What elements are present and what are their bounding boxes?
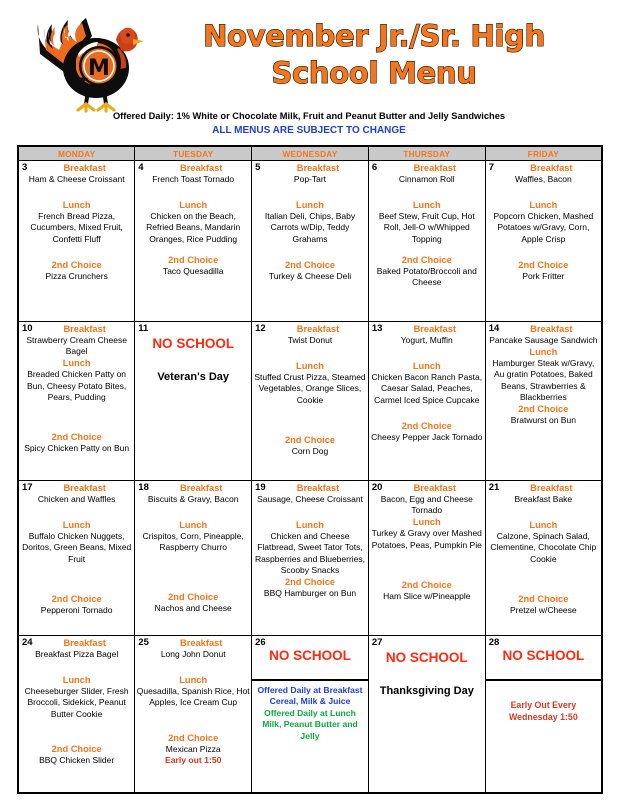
second-choice-label: 2nd Choice (401, 579, 452, 590)
second-choice-items: Pizza Crunchers (45, 270, 108, 281)
calendar-week-row (18, 481, 602, 636)
second-choice-items: BBQ Hamburger on Bun (263, 588, 357, 599)
day-number: 21 (488, 482, 500, 493)
day-cell-6[interactable] (368, 161, 485, 322)
page-title (148, 18, 600, 92)
day-number: 6 (371, 162, 378, 173)
breakfast-items: Breakfast Pizza Bagel (35, 649, 119, 659)
lunch-items: Beef Stew, Fruit Cup, Hot Roll, Jell-O w/Whipped Topping (378, 211, 475, 244)
breakfast-label: Breakfast (413, 163, 456, 173)
lunch-label: Lunch (179, 520, 208, 531)
day-cell-7[interactable] (485, 161, 602, 322)
breakfast-label: Breakfast (413, 483, 456, 493)
second-choice-label: 2nd Choice (401, 420, 452, 431)
day-number: 11 (138, 323, 149, 334)
day-number: 17 (22, 482, 33, 493)
second-choice-label: 2nd Choice (168, 591, 219, 602)
calendar-week-row (18, 161, 602, 322)
second-choice-items: Turkey & Cheese Deli (268, 270, 352, 281)
day-number: 25 (138, 637, 149, 648)
lunch-label: Lunch (296, 520, 324, 531)
lunch-label: Lunch (179, 200, 208, 211)
breakfast-items: Long John Donut (160, 649, 226, 659)
breakfast-label: Breakfast (180, 638, 223, 648)
title-line-2: School Menu (271, 56, 477, 90)
second-choice-label: 2nd Choice (51, 259, 102, 270)
day-number: 27 (371, 637, 383, 648)
no-school-label: NO SCHOOL (269, 648, 351, 663)
day-number: 10 (22, 323, 33, 334)
lunch-items: Quesadilla, Spanish Rice, Hot Apples, Ice Cream Cup (136, 686, 250, 708)
lunch-label: Lunch (412, 517, 441, 528)
day-header-wednesday: WEDNESDAY (252, 146, 369, 161)
lunch-label: Lunch (412, 200, 441, 211)
early-out-line-2: Wednesday 1:50 (508, 712, 578, 722)
day-cell-20[interactable] (368, 481, 485, 636)
early-out-line-1: Early Out Every (510, 700, 577, 710)
lunch-items: French Bread Pizza, Cucumbers, Mixed Fruit, Confetti Fluff (30, 211, 123, 244)
menu-calendar (17, 145, 601, 794)
day-number: 20 (371, 482, 383, 493)
early-out-note: Early out 1:50 (165, 754, 222, 765)
holiday-label: Veteran's Day (157, 371, 230, 383)
calendar-header-row (18, 146, 602, 161)
second-choice-items: BBQ Chicken Slider (39, 754, 115, 765)
lunch-items: Cheeseburger Slider, Fresh Broccoli, Sidekick, Peanut Butter Cookie (24, 686, 129, 719)
breakfast-label: Breakfast (63, 638, 106, 648)
day-number: 12 (255, 323, 266, 334)
calendar-table (17, 145, 603, 794)
second-choice-label: 2nd Choice (284, 434, 336, 445)
day-number: 19 (255, 482, 266, 493)
breakfast-items: Pop-Tart (293, 174, 327, 184)
day-cell-14[interactable] (485, 322, 602, 481)
second-choice-items: Bratwurst on Bun (510, 415, 576, 426)
lunch-label: Lunch (296, 200, 324, 211)
day-cell-10[interactable] (18, 322, 135, 481)
offered-breakfast-line-2: Cereal, Milk & Juice (269, 696, 351, 707)
day-cell-21[interactable] (485, 481, 602, 636)
breakfast-label: Breakfast (530, 163, 573, 173)
lunch-label: Lunch (296, 361, 324, 372)
lunch-items: Chicken Bacon Ranch Pasta, Caesar Salad, Peaches, Carmel Iced Spice Cupcake (371, 372, 483, 405)
day-number: 7 (488, 162, 494, 173)
day-cell-12[interactable] (252, 322, 369, 481)
offered-daily-subtitle: Offered Daily: 1% White or Chocolate Milk, Fruit and Peanut Butter and Jelly Sandwiches (112, 111, 506, 121)
second-choice-label: 2nd Choice (518, 593, 569, 604)
turkey-logo-svg (34, 6, 146, 116)
day-header-thursday: THURSDAY (368, 146, 485, 161)
second-choice-label: 2nd Choice (51, 743, 102, 754)
lunch-label: Lunch (62, 358, 91, 369)
day-cell-25[interactable] (135, 636, 252, 794)
lunch-label: Lunch (62, 675, 91, 686)
subject-to-change-notice: ALL MENUS ARE SUBJECT TO CHANGE (212, 125, 406, 136)
day-cell-27[interactable] (368, 636, 485, 794)
breakfast-items: Sausage, Cheese Croissant (257, 494, 363, 504)
day-number: 18 (138, 482, 149, 493)
lunch-items: Turkey & Gravy over Mashed Potatoes, Peas, Pumpkin Pie (371, 528, 482, 550)
day-cell-4[interactable] (135, 161, 252, 322)
second-choice-label: 2nd Choice (51, 593, 102, 604)
second-choice-items: Pork Fritter (522, 270, 565, 281)
day-number: 14 (488, 323, 500, 334)
breakfast-items: Ham & Cheese Croissant (28, 174, 125, 184)
day-cell-19[interactable] (252, 481, 369, 636)
second-choice-label: 2nd Choice (168, 732, 219, 743)
turkey-mascot-logo (34, 6, 146, 116)
second-choice-items: Nachos and Cheese (154, 602, 232, 613)
breakfast-items: Chicken and Waffles (37, 494, 116, 504)
breakfast-label: Breakfast (180, 163, 223, 173)
day-cell-24[interactable] (18, 636, 135, 794)
breakfast-items: Pancake Sausage Sandwich (489, 335, 598, 345)
second-choice-label: 2nd Choice (518, 259, 569, 270)
second-choice-items: Cheesy Pepper Jack Tornado (371, 431, 483, 442)
offered-breakfast-line-1: Offered Daily at Breakfast (257, 685, 363, 695)
day-cell-17[interactable] (18, 481, 135, 636)
offered-daily-box (252, 681, 368, 742)
calendar-week-row (18, 636, 602, 794)
lunch-items: Crispitos, Corn, Pineapple, Raspberry Churro (142, 531, 244, 553)
lunch-items: Calzone, Spinach Salad, Clementine, Chocolate Chip Cookie (490, 531, 597, 564)
breakfast-items: Cinnamon Roll (398, 174, 455, 184)
lunch-items: Breaded Chicken Patty on Bun, Cheesy Potato Bites, Pears, Pudding (27, 369, 127, 402)
logo-letter-m: M (88, 56, 110, 81)
second-choice-items: Pretzel w/Cheese (510, 604, 577, 615)
lunch-label: Lunch (62, 520, 91, 531)
lunch-label: Lunch (529, 520, 558, 531)
day-number: 3 (22, 162, 28, 173)
day-number: 4 (138, 162, 144, 173)
day-number: 28 (488, 637, 500, 648)
day-cell-3[interactable] (18, 161, 135, 322)
lunch-label: Lunch (412, 361, 441, 372)
day-number: 13 (371, 323, 383, 334)
no-school-label: NO SCHOOL (502, 648, 585, 663)
breakfast-label: Breakfast (530, 483, 573, 493)
no-school-label: NO SCHOOL (152, 336, 235, 351)
day-number: 5 (255, 162, 261, 173)
day-cell-28[interactable] (485, 636, 602, 794)
offered-lunch-line-1: Offered Daily at Lunch (264, 707, 356, 718)
second-choice-label: 2nd Choice (284, 577, 336, 588)
breakfast-items: Bacon, Egg and Cheese Tornado (380, 494, 473, 516)
lunch-items: Buffalo Chicken Nuggets, Doritos, Green Beans, Mixed Fruit (22, 531, 132, 564)
breakfast-label: Breakfast (296, 163, 340, 173)
holiday-label: Thanksgiving Day (379, 685, 474, 697)
day-header-monday: MONDAY (18, 146, 135, 161)
breakfast-label: Breakfast (296, 483, 340, 493)
day-header-tuesday: TUESDAY (135, 146, 252, 161)
lunch-items: Popcorn Chicken, Mashed Potatoes w/Gravy, Corn, Apple Crisp (493, 211, 594, 244)
breakfast-items: Strawberry Cream Cheese Bagel (26, 335, 127, 357)
second-choice-items: Ham Slice w/Pineapple (383, 590, 471, 601)
day-cell-13[interactable] (368, 322, 485, 481)
day-26-top (252, 636, 368, 681)
second-choice-label: 2nd Choice (51, 432, 102, 443)
breakfast-items: French Toast Tornado (152, 174, 235, 184)
second-choice-items: Pepperoni Tornado (40, 604, 113, 615)
breakfast-label: Breakfast (180, 483, 223, 493)
second-choice-items: Corn Dog (291, 445, 329, 456)
title-line-1: November Jr./Sr. High (203, 19, 545, 53)
second-choice-label: 2nd Choice (518, 404, 569, 415)
breakfast-items: Breakfast Bake (514, 494, 573, 504)
day-header-friday: FRIDAY (485, 146, 602, 161)
breakfast-label: Breakfast (63, 163, 106, 173)
lunch-items: Stuffed Crust Pizza, Steamed Vegetables, Orange Slices, Cookie (254, 372, 366, 405)
offered-lunch-line-3: Jelly (300, 730, 320, 741)
lunch-label: Lunch (62, 200, 91, 211)
early-out-box (486, 681, 601, 723)
offered-lunch-line-2: Milk, Peanut Butter and (262, 719, 358, 730)
breakfast-label: Breakfast (413, 324, 456, 334)
day-cell-11[interactable] (135, 322, 252, 481)
day-number: 24 (22, 637, 33, 648)
second-choice-items: Mexican Pizza (165, 743, 221, 754)
breakfast-label: Breakfast (296, 324, 340, 334)
breakfast-label: Breakfast (63, 324, 106, 334)
day-cell-18[interactable] (135, 481, 252, 636)
breakfast-items: Biscuits & Gravy, Bacon (147, 494, 239, 504)
lunch-items: Chicken on the Beach, Refried Beans, Mandarin Oranges, Rice Pudding (146, 211, 241, 244)
calendar-week-row (18, 322, 602, 481)
second-choice-items: Baked Potato/Broccoli and Cheese (376, 265, 477, 288)
second-choice-items: Taco Quesadilla (162, 265, 224, 276)
lunch-items: Hamburger Steak w/Gravy, Au gratin Potatoes, Baked Beans, Strawberries & Blackberries (492, 358, 595, 402)
day-cell-26[interactable] (252, 636, 369, 794)
second-choice-label: 2nd Choice (284, 259, 336, 270)
breakfast-label: Breakfast (530, 324, 573, 334)
second-choice-label: 2nd Choice (168, 254, 219, 265)
breakfast-items: Twist Donut (287, 335, 333, 345)
no-school-label: NO SCHOOL (385, 650, 468, 665)
lunch-label: Lunch (529, 200, 558, 211)
day-cell-5[interactable] (252, 161, 369, 322)
lunch-items: Chicken and Cheese Flatbread, Sweet Tator Tots, Raspberries and Blueberries, Scooby Snacks (254, 531, 366, 575)
lunch-label: Lunch (179, 675, 208, 686)
second-choice-label: 2nd Choice (401, 254, 452, 265)
day-28-top (486, 636, 601, 681)
turkey-body (63, 28, 144, 98)
second-choice-items: Spicy Chicken Patty on Bun (24, 443, 130, 454)
page-header (0, 0, 618, 143)
breakfast-label: Breakfast (63, 483, 106, 493)
lunch-items: Italian Deli, Chips, Baby Carrots w/Dip, Teddy Grahams (264, 211, 356, 244)
lunch-label: Lunch (529, 347, 558, 358)
breakfast-items: Yogurt, Muffin (400, 335, 453, 345)
breakfast-items: Waffles, Bacon (514, 174, 572, 184)
day-number: 26 (255, 637, 266, 648)
